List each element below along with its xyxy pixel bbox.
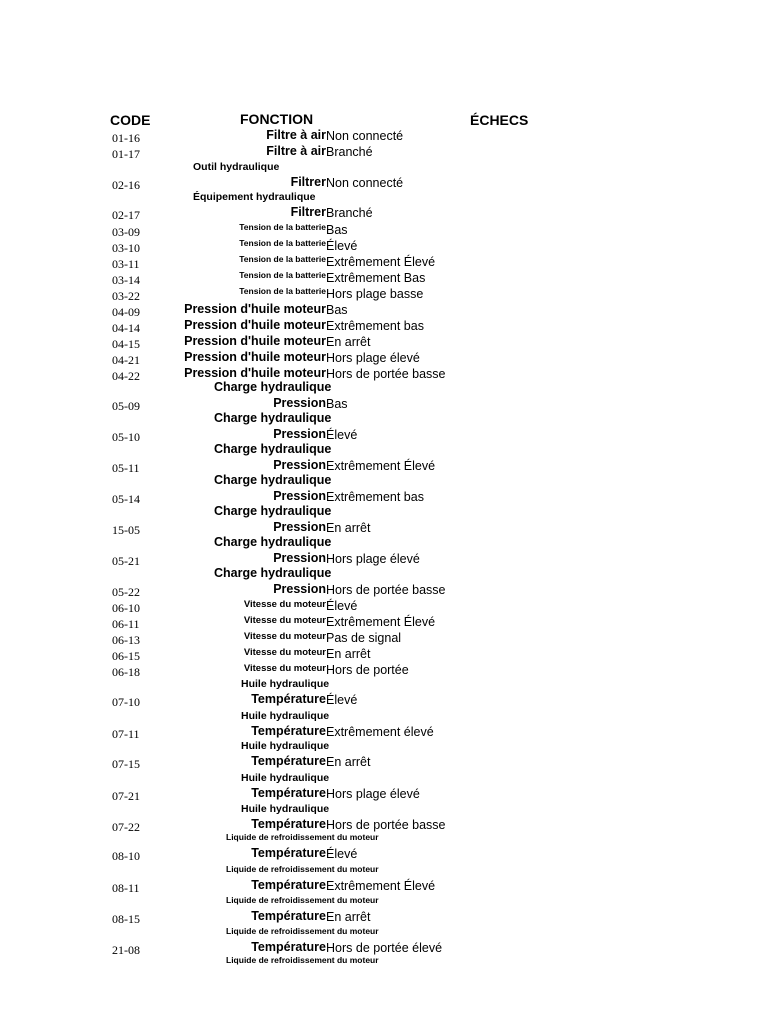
row-fonction: Température	[251, 692, 326, 706]
row-code: 08-10	[112, 849, 140, 863]
row-fonction: Vitesse du moteur	[243, 663, 326, 674]
row-code: 21-08	[112, 943, 140, 957]
row-fonction: Filtre à air	[266, 128, 326, 142]
row-echec: Élevé	[326, 239, 358, 253]
row-code: 03-10	[112, 241, 140, 255]
row-context-label: Liquide de refroidissement du moteur	[226, 926, 379, 936]
row-fonction: Tension de la batterie	[239, 254, 326, 264]
row-fonction: Pression	[273, 396, 326, 410]
row-fonction: Vitesse du moteur	[243, 631, 326, 642]
row-echec: Extrêmement Élevé	[326, 879, 436, 893]
row-echec: Hors de portée basse	[326, 583, 446, 597]
row-context-label: Huile hydraulique	[241, 710, 330, 722]
row-fonction: Pression d'huile moteur	[184, 350, 326, 364]
row-code: 05-09	[112, 399, 140, 413]
row-code: 07-21	[112, 789, 140, 803]
row-context-label: Huile hydraulique	[241, 678, 330, 690]
row-code: 01-17	[112, 147, 140, 161]
row-code: 05-10	[112, 430, 140, 444]
row-code: 03-11	[112, 257, 140, 271]
row-echec: Élevé	[326, 693, 358, 707]
row-code: 06-18	[112, 665, 140, 679]
row-fonction: Pression	[273, 582, 326, 596]
row-code: 03-22	[112, 289, 140, 303]
header-fonction: FONCTION	[240, 111, 314, 127]
row-context-label: Charge hydraulique	[214, 535, 332, 549]
row-fonction: Tension de la batterie	[239, 222, 326, 232]
row-code: 07-11	[112, 727, 140, 741]
header-code: CODE	[110, 112, 151, 128]
row-context-label: Équipement hydraulique	[193, 191, 316, 203]
row-code: 05-11	[112, 461, 140, 475]
row-echec: Extrêmement bas	[326, 490, 424, 504]
row-echec: Extrêmement Élevé	[326, 459, 436, 473]
row-fonction: Pression	[273, 427, 326, 441]
row-code: 05-14	[112, 492, 140, 506]
row-echec: Bas	[326, 303, 348, 317]
row-echec: En arrêt	[326, 755, 371, 769]
row-echec: Hors plage élevé	[326, 351, 420, 365]
row-fonction: Température	[251, 909, 326, 923]
row-echec: En arrêt	[326, 910, 371, 924]
row-echec: Extrêmement bas	[326, 319, 424, 333]
row-echec: Hors de portée basse	[326, 367, 446, 381]
row-fonction: Température	[251, 817, 326, 831]
row-code: 07-22	[112, 820, 140, 834]
row-context-label: Charge hydraulique	[214, 566, 332, 580]
row-context-label: Huile hydraulique	[241, 740, 330, 752]
row-fonction: Vitesse du moteur	[243, 615, 326, 626]
row-context-label: Charge hydraulique	[214, 380, 332, 394]
row-code: 06-15	[112, 649, 140, 663]
row-code: 06-10	[112, 601, 140, 615]
row-echec: En arrêt	[326, 521, 371, 535]
row-code: 08-15	[112, 912, 140, 926]
row-fonction: Température	[251, 878, 326, 892]
row-code: 06-11	[112, 617, 140, 631]
row-echec: Non connecté	[326, 129, 404, 143]
row-context-label: Charge hydraulique	[214, 442, 332, 456]
row-context-label: Outil hydraulique	[193, 161, 280, 173]
row-code: 03-14	[112, 273, 140, 287]
row-echec: En arrêt	[326, 335, 371, 349]
row-echec: Non connecté	[326, 176, 404, 190]
row-fonction: Pression d'huile moteur	[184, 302, 326, 316]
row-fonction: Vitesse du moteur	[243, 599, 326, 610]
row-echec: En arrêt	[326, 647, 371, 661]
row-context-label: Charge hydraulique	[214, 473, 332, 487]
row-code: 04-22	[112, 369, 140, 383]
row-fonction: Pression d'huile moteur	[184, 366, 326, 380]
row-echec: Bas	[326, 223, 348, 237]
row-fonction: Température	[251, 724, 326, 738]
row-fonction: Pression d'huile moteur	[184, 334, 326, 348]
row-code: 03-09	[112, 225, 140, 239]
row-echec: Hors de portée élevé	[326, 941, 443, 955]
row-code: 04-09	[112, 305, 140, 319]
row-code: 05-21	[112, 554, 140, 568]
row-context-label: Liquide de refroidissement du moteur	[226, 832, 379, 842]
row-fonction: Tension de la batterie	[239, 270, 326, 280]
row-echec: Branché	[326, 145, 373, 159]
row-code: 04-15	[112, 337, 140, 351]
row-fonction: Pression d'huile moteur	[184, 318, 326, 332]
row-context-label: Huile hydraulique	[241, 803, 330, 815]
row-code: 01-16	[112, 131, 140, 145]
row-code: 07-10	[112, 695, 140, 709]
row-code: 02-16	[112, 178, 140, 192]
row-echec: Extrêmement Élevé	[326, 255, 436, 269]
row-context-label: Huile hydraulique	[241, 772, 330, 784]
row-fonction: Vitesse du moteur	[243, 647, 326, 658]
row-context-label: Charge hydraulique	[214, 411, 332, 425]
row-fonction: Filtrer	[290, 205, 326, 219]
row-echec: Pas de signal	[326, 631, 402, 645]
row-fonction: Pression	[273, 458, 326, 472]
row-fonction: Tension de la batterie	[239, 286, 326, 296]
row-fonction: Pression	[273, 551, 326, 565]
row-echec: Élevé	[326, 847, 358, 861]
row-code: 04-14	[112, 321, 140, 335]
row-echec: Extrêmement Bas	[326, 271, 426, 285]
row-echec: Branché	[326, 206, 373, 220]
trailing-context-label: Liquide de refroidissement du moteur	[226, 955, 379, 965]
row-fonction: Tension de la batterie	[239, 238, 326, 248]
row-fonction: Température	[251, 940, 326, 954]
row-code: 02-17	[112, 208, 140, 222]
row-code: 04-21	[112, 353, 140, 367]
row-echec: Extrêmement Élevé	[326, 615, 436, 629]
row-echec: Élevé	[326, 599, 358, 613]
row-context-label: Liquide de refroidissement du moteur	[226, 864, 379, 874]
row-code: 15-05	[112, 523, 140, 537]
row-code: 07-15	[112, 757, 140, 771]
row-echec: Extrêmement élevé	[326, 725, 434, 739]
row-fonction: Filtrer	[290, 175, 326, 189]
row-echec: Élevé	[326, 428, 358, 442]
row-code: 06-13	[112, 633, 140, 647]
row-echec: Hors de portée basse	[326, 818, 446, 832]
row-echec: Hors plage élevé	[326, 787, 420, 801]
row-fonction: Pression	[273, 520, 326, 534]
row-fonction: Température	[251, 786, 326, 800]
row-echec: Bas	[326, 397, 348, 411]
row-fonction: Température	[251, 754, 326, 768]
row-echec: Hors plage élevé	[326, 552, 420, 566]
row-fonction: Filtre à air	[266, 144, 326, 158]
row-context-label: Charge hydraulique	[214, 504, 332, 518]
row-echec: Hors de portée	[326, 663, 409, 677]
row-context-label: Liquide de refroidissement du moteur	[226, 895, 379, 905]
row-code: 05-22	[112, 585, 140, 599]
row-code: 08-11	[112, 881, 140, 895]
row-echec: Hors plage basse	[326, 287, 424, 301]
row-fonction: Pression	[273, 489, 326, 503]
header-echecs: ÉCHECS	[470, 112, 529, 128]
row-fonction: Température	[251, 846, 326, 860]
